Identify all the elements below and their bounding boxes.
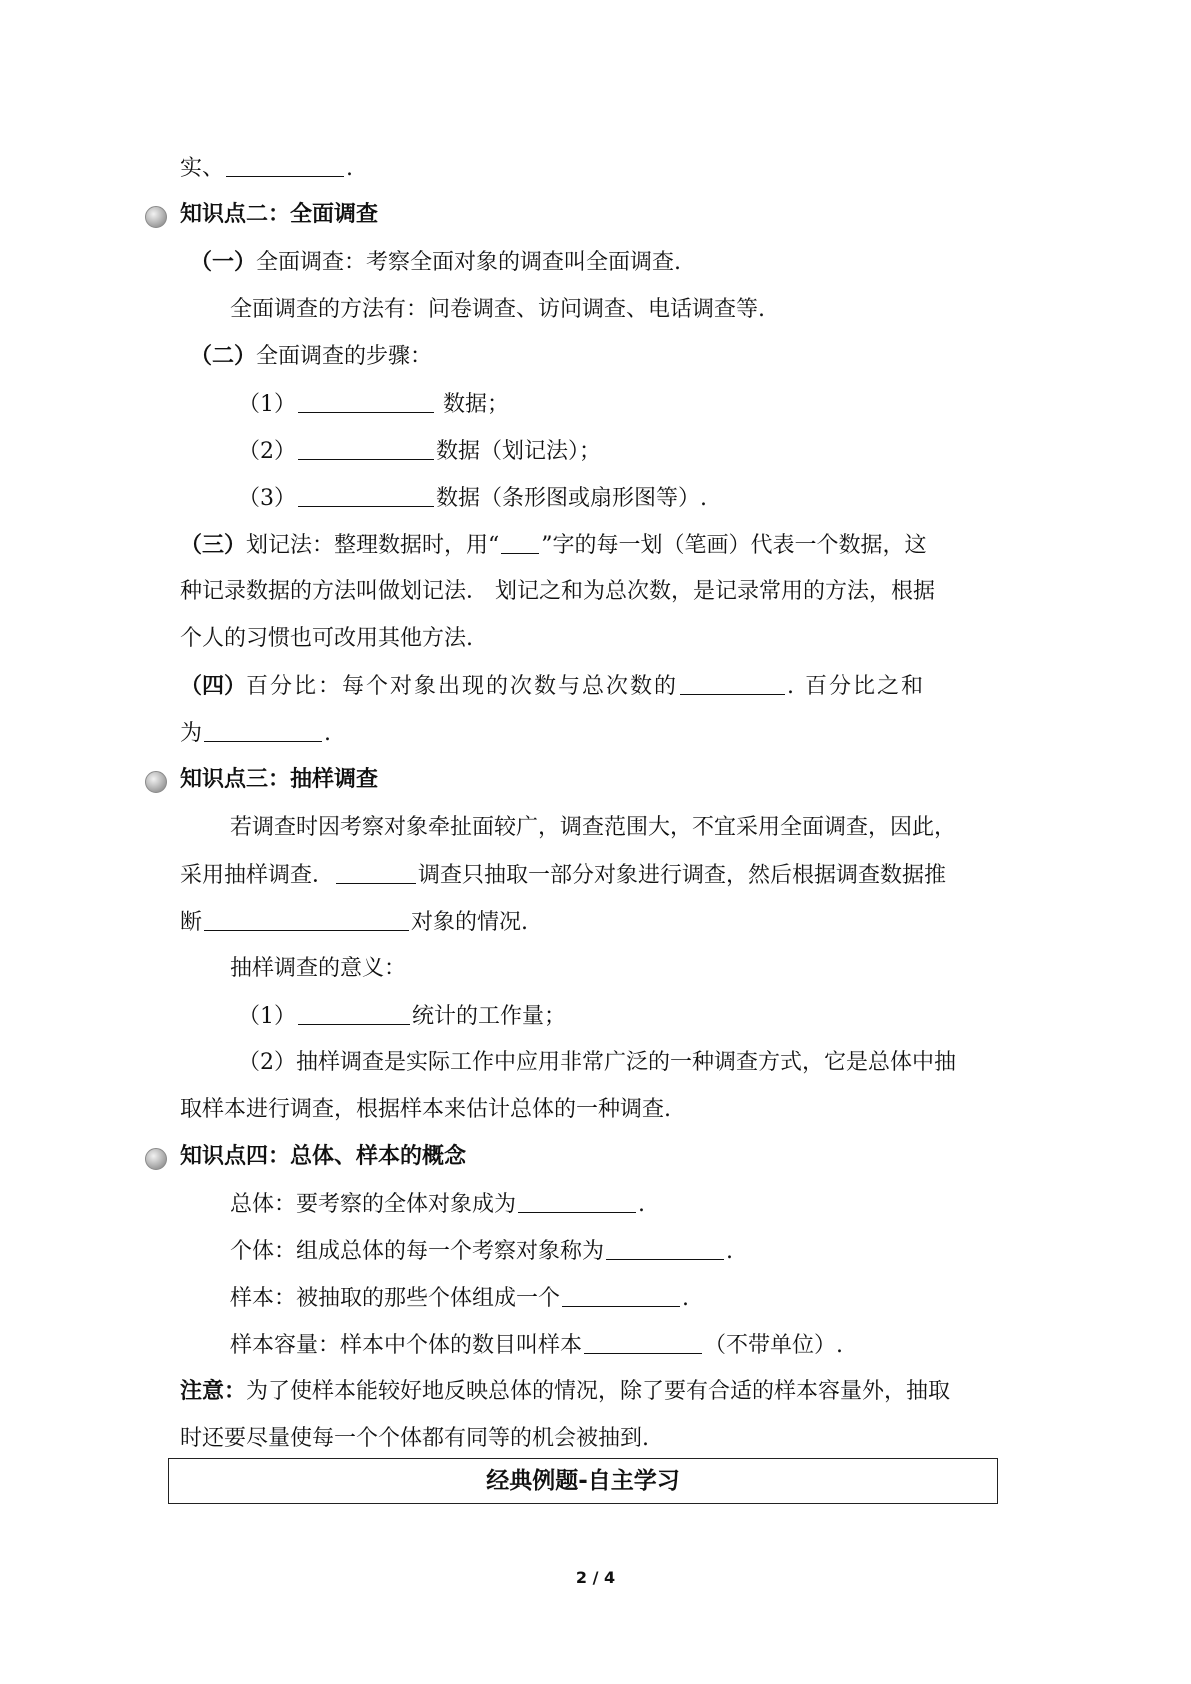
text-line xyxy=(180,906,528,938)
text: 数据（条形图或扇形图等）. xyxy=(436,486,707,511)
text-line xyxy=(180,1376,950,1408)
text: 数据； xyxy=(443,392,510,417)
fill-blank xyxy=(606,1235,724,1260)
step-number: （2） xyxy=(238,439,296,464)
text: 全面调查：考察全面对象的调查叫全面调查. xyxy=(256,250,682,275)
text: . 百分比之和 xyxy=(787,674,926,699)
text: 样本：被抽取的那些个体组成一个 xyxy=(230,1286,561,1311)
text-line: 取样本进行调查，根据样本来估计总体的一种调查. xyxy=(180,1097,671,1122)
fill-blank xyxy=(680,670,785,695)
fill-blank xyxy=(298,1000,410,1025)
section-heading: 知识点三：抽样调查 xyxy=(180,767,379,792)
text: . xyxy=(324,721,332,746)
page-number: 2 / 4 xyxy=(575,1568,616,1587)
text-line xyxy=(238,435,601,467)
fill-blank xyxy=(501,529,539,554)
text-line: 若调查时因考察对象牵扯面较广，调查范围大，不宜采用全面调查，因此， xyxy=(230,815,957,840)
fill-blank xyxy=(562,1282,680,1307)
text: . xyxy=(726,1239,734,1264)
fill-blank xyxy=(204,717,322,742)
fill-blank xyxy=(226,152,344,177)
section-heading: 知识点二：全面调查 xyxy=(180,202,379,227)
section-box-title: 经典例题-自主学习 xyxy=(168,1458,998,1504)
text-line xyxy=(230,1235,733,1267)
text: 断 xyxy=(180,910,203,935)
text: 样本容量：样本中个体的数目叫样本 xyxy=(230,1333,583,1358)
text: 划记法：整理数据时，用“ xyxy=(246,533,500,558)
text-line: 时还要尽量使每一个个体都有同等的机会被抽到. xyxy=(180,1426,649,1451)
text-line xyxy=(180,717,331,749)
text-line xyxy=(180,152,353,184)
text-line xyxy=(238,482,707,514)
text: 调查只抽取一部分对象进行调查，然后根据调查数据推 xyxy=(418,863,947,888)
text: 采用抽样调查． xyxy=(180,863,335,888)
text: 对象的情况. xyxy=(411,910,529,935)
text: 数据（划记法）； xyxy=(436,439,602,464)
text-line xyxy=(238,1000,566,1032)
text: 百分比：每个对象出现的次数与总次数的 xyxy=(246,674,679,699)
item-label: （四） xyxy=(180,674,247,699)
text-line xyxy=(230,1329,843,1361)
text-line xyxy=(190,247,681,279)
step-number: （1） xyxy=(238,1004,296,1029)
text-line xyxy=(180,529,927,561)
bullet-icon xyxy=(145,1148,167,1170)
text-line xyxy=(230,1282,689,1314)
text-line xyxy=(180,859,946,891)
text-line xyxy=(190,341,432,373)
note-label: 注意： xyxy=(180,1379,247,1404)
text: . xyxy=(346,156,354,181)
text: 统计的工作量； xyxy=(412,1004,567,1029)
text: ”字的每一划（笔画）代表一个数据，这 xyxy=(541,533,927,558)
fill-blank xyxy=(518,1188,636,1213)
step-number: （1） xyxy=(238,392,296,417)
fill-blank xyxy=(204,906,409,931)
section-heading: 知识点四：总体、样本的概念 xyxy=(180,1144,467,1169)
bullet-icon xyxy=(145,206,167,228)
text-line: 抽样调查的意义： xyxy=(230,956,407,981)
text: 实、 xyxy=(180,156,225,181)
text-line xyxy=(230,1188,645,1220)
item-label: （二） xyxy=(190,344,257,369)
text: （不带单位）. xyxy=(704,1333,844,1358)
item-label: （三） xyxy=(180,533,247,558)
text-line xyxy=(180,670,925,702)
text: 总体：要考察的全体对象成为 xyxy=(230,1192,517,1217)
text: 为了使样本能较好地反映总体的情况，除了要有合适的样本容量外，抽取 xyxy=(246,1379,951,1404)
text: 个体：组成总体的每一个考察对象称为 xyxy=(230,1239,605,1264)
item-label: （一） xyxy=(190,250,257,275)
bullet-icon xyxy=(145,771,167,793)
text-line: 种记录数据的方法叫做划记法． 划记之和为总次数，是记录常用的方法，根据 xyxy=(180,579,935,604)
text: . xyxy=(682,1286,690,1311)
fill-blank xyxy=(298,435,434,460)
fill-blank xyxy=(584,1329,702,1354)
text-line: 全面调查的方法有：问卷调查、访问调查、电话调查等. xyxy=(230,297,765,322)
text-line xyxy=(238,388,509,420)
text-line: （2）抽样调查是实际工作中应用非常广泛的一种调查方式，它是总体中抽 xyxy=(238,1050,956,1075)
fill-blank xyxy=(336,859,416,884)
text: . xyxy=(638,1192,646,1217)
text: 为 xyxy=(180,721,203,746)
fill-blank xyxy=(298,482,434,507)
fill-blank xyxy=(298,388,434,413)
text-line: 个人的习惯也可改用其他方法. xyxy=(180,626,473,651)
text: 全面调查的步骤： xyxy=(256,344,433,369)
step-number: （3） xyxy=(238,486,296,511)
